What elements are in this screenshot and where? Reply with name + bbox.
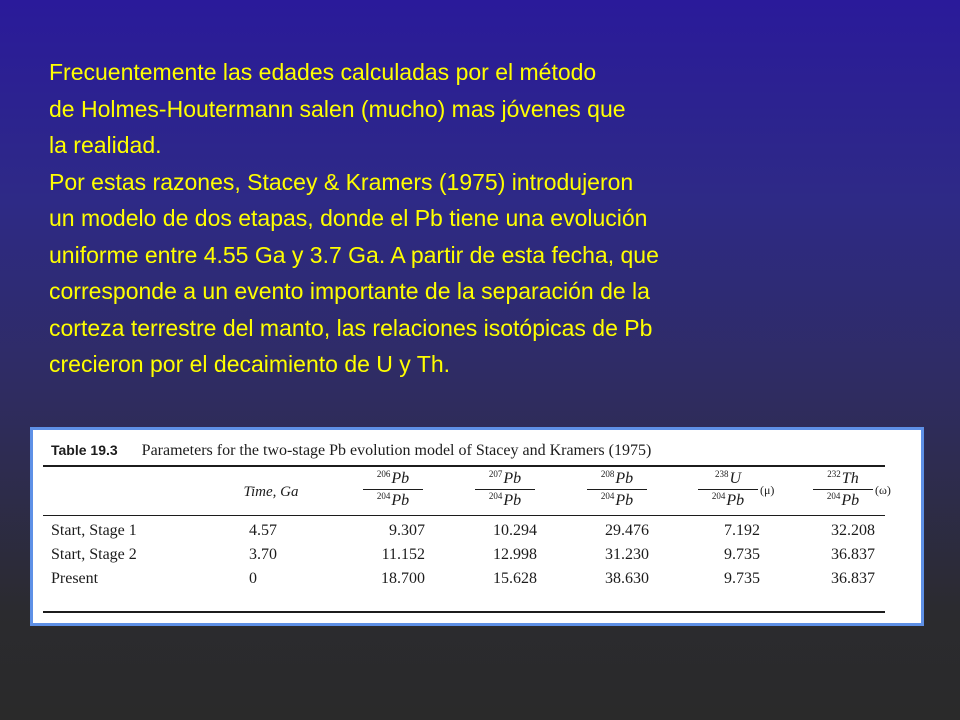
text-line: uniforme entre 4.55 Ga y 3.7 Ga. A partir de esta fecha, que: [49, 241, 659, 268]
header-rule: [43, 515, 885, 516]
column-header-ratio: $^{238}$U $^{204}$Pb (μ): [698, 469, 758, 510]
table-title: Parameters for the two-stage Pb evolution model of Stacey and Kramers (1975): [141, 442, 652, 459]
table-figure: [30, 427, 924, 626]
row-label: Start, Stage 2: [51, 546, 137, 563]
cell-value: 18.700: [381, 570, 425, 587]
text-line: la realidad.: [49, 132, 162, 158]
cell-value: 10.294: [493, 522, 537, 539]
text-line: Frecuentemente las edades calculadas por el método: [49, 59, 597, 85]
cell-value: 29.476: [605, 522, 649, 539]
column-header-ratio: $\frac{^{208}Pb}{^{204}Pb}$: [587, 469, 647, 510]
table-number: Table 19.3: [51, 442, 118, 458]
cell-value: 9.735: [724, 570, 760, 587]
cell-value: 7.192: [724, 522, 760, 539]
text-line: crecieron por el decaimiento de U y Th.: [49, 351, 450, 377]
slide-body-text: [49, 54, 929, 383]
text-line: Por estas razones, Stacey & Kramers (1975) introdujeron: [49, 168, 634, 195]
column-header-time: Time, Ga: [243, 484, 299, 500]
top-rule: [43, 465, 885, 467]
table-caption: [51, 442, 651, 460]
cell-value: 9.735: [724, 546, 760, 563]
cell-value: 38.630: [605, 570, 649, 587]
table-row: [43, 546, 885, 570]
cell-value: 36.837: [831, 546, 875, 563]
cell-time: 0: [249, 570, 257, 587]
bottom-rule: [43, 611, 885, 613]
table-row: [43, 570, 885, 594]
text-line: corresponde a un evento importante de la separación de la: [49, 278, 650, 304]
table-body: [43, 434, 891, 611]
text-line: un modelo de dos etapas, donde el Pb tiene una evolución: [49, 205, 648, 231]
column-header-ratio: $^{232}$Th $^{204}$Pb (ω): [813, 469, 873, 510]
cell-value: 32.208: [831, 522, 875, 539]
column-header-ratio: $\frac{^{206}Pb}{^{204}Pb}$: [363, 469, 423, 510]
text-line: corteza terrestre del manto, las relaciones isotópicas de Pb: [49, 314, 653, 341]
row-label: Start, Stage 1: [51, 522, 137, 539]
cell-value: 11.152: [381, 546, 425, 563]
cell-value: 36.837: [831, 570, 875, 587]
text-line: de Holmes-Houtermann salen (mucho) mas jóvenes que: [49, 95, 626, 122]
cell-time: 4.57: [249, 522, 277, 539]
table-row: [43, 522, 885, 546]
cell-value: 9.307: [389, 522, 425, 539]
column-header-ratio: $\frac{^{207}Pb}{^{204}Pb}$: [475, 469, 535, 510]
cell-value: 12.998: [493, 546, 537, 563]
row-label: Present: [51, 570, 99, 587]
cell-value: 31.230: [605, 546, 649, 563]
cell-time: 3.70: [249, 546, 277, 563]
cell-value: 15.628: [493, 570, 537, 587]
